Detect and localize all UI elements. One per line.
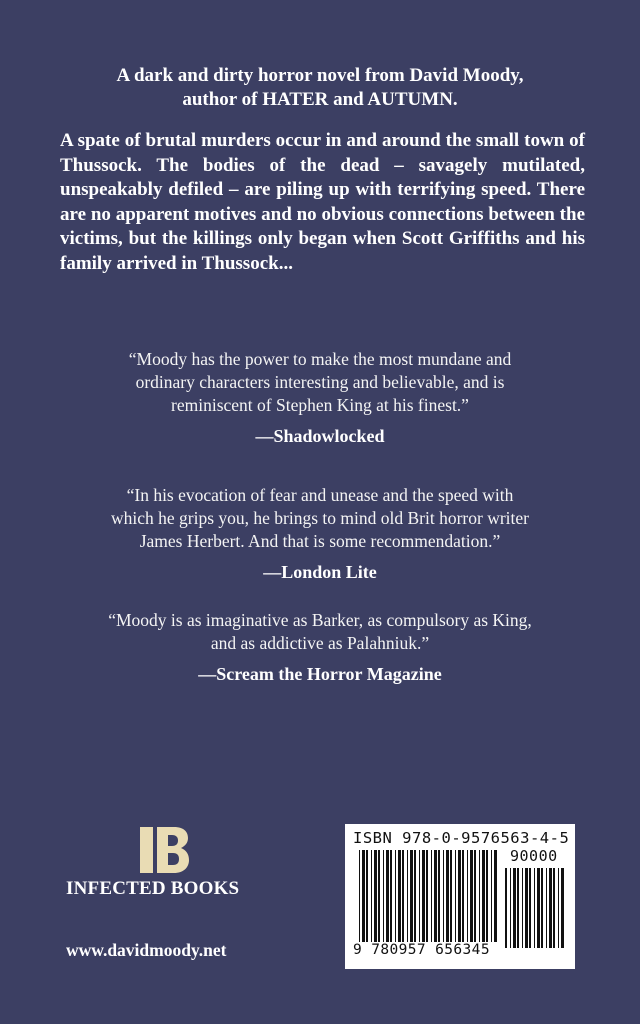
barcode-bar	[395, 850, 396, 948]
quote-text	[40, 609, 600, 655]
barcode-bar	[462, 850, 464, 948]
quote-line: which he grips you, he brings to mind old Brit horror writer	[111, 508, 529, 528]
barcode-bar	[383, 850, 384, 948]
synopsis: A spate of brutal murders occur in and around the small town of Thussock. The bodies of the dead – savagely mutilated, unspeakably defiled – are piling up with terrifying speed. There are no apparent motives and no obvious connections between the victims, but the killings only began when Scott Griffiths and his family arrived in Thussock...	[60, 130, 585, 274]
quote-source: —London Lite	[263, 562, 377, 582]
barcode-bar	[378, 850, 380, 948]
barcode-bar	[414, 850, 416, 948]
quote-text	[40, 348, 600, 417]
tagline-line: A dark and dirty horror novel from David Moody,	[116, 65, 524, 86]
ean-number: 9 780957 656345	[353, 942, 503, 958]
tagline-line: author of HATER and AUTUMN.	[182, 89, 458, 110]
review-quote	[40, 484, 600, 584]
barcode-bar	[434, 850, 437, 948]
addon-bars	[505, 868, 567, 948]
barcode-bar	[446, 850, 449, 948]
quote-line: James Herbert. And that is some recommendation.”	[139, 531, 501, 551]
barcode-bar	[517, 868, 519, 948]
quote-source: —Shadowlocked	[255, 426, 385, 446]
barcode-bar	[482, 850, 485, 948]
ean13-bars	[359, 850, 499, 948]
barcode-bar	[362, 850, 365, 948]
barcode-bar	[525, 868, 528, 948]
isbn-label: ISBN 978-0-9576563-4-5	[353, 829, 570, 847]
price-code: 90000	[510, 847, 558, 865]
barcode-bar	[553, 868, 555, 948]
barcode-bar	[486, 850, 488, 948]
barcode-bar	[479, 850, 480, 948]
barcode-bar	[491, 850, 492, 948]
publisher-name: INFECTED BOOKS	[66, 878, 240, 899]
barcode-bar	[558, 868, 559, 948]
barcode-bar	[374, 850, 377, 948]
barcode-bar	[546, 868, 547, 948]
barcode-bar	[505, 868, 507, 948]
barcode-bar	[390, 850, 392, 948]
barcode-bar	[455, 850, 456, 948]
quote-line: “Moody is as imaginative as Barker, as compulsory as King,	[108, 610, 532, 630]
barcode-bar	[474, 850, 476, 948]
barcode-bar	[470, 850, 473, 948]
quote-text	[40, 484, 600, 553]
barcode-bar	[443, 850, 444, 948]
barcode-bar	[438, 850, 440, 948]
tagline	[40, 64, 600, 112]
barcode-bar	[458, 850, 461, 948]
barcode-bar	[494, 850, 497, 948]
barcode-bar	[467, 850, 468, 948]
barcode-bar	[522, 868, 523, 948]
isbn-barcode	[345, 824, 575, 969]
barcode-bar	[561, 868, 564, 948]
barcode-bar	[410, 850, 413, 948]
barcode-bar	[510, 868, 511, 948]
barcode-bar	[549, 868, 552, 948]
barcode-bar	[402, 850, 404, 948]
barcode-bar	[529, 868, 531, 948]
barcode-bar	[513, 868, 516, 948]
barcode-bar	[450, 850, 452, 948]
quote-source: —Scream the Horror Magazine	[198, 664, 442, 684]
barcode-bar	[431, 850, 432, 948]
barcode-bar	[534, 868, 535, 948]
quote-line: “In his evocation of fear and unease and the speed with	[126, 485, 514, 505]
website-url: www.davidmoody.net	[66, 940, 227, 960]
barcode-bar	[541, 868, 543, 948]
barcode-bar	[386, 850, 389, 948]
quote-line: ordinary characters interesting and believable, and is	[135, 372, 505, 392]
barcode-bar	[407, 850, 408, 948]
barcode-bar	[537, 868, 540, 948]
publisher-logo	[138, 825, 190, 875]
barcode-bar	[366, 850, 368, 948]
barcode-bar	[398, 850, 401, 948]
barcode-bar	[426, 850, 428, 948]
quote-line: and as addictive as Palahniuk.”	[210, 633, 430, 653]
barcode-bar	[419, 850, 420, 948]
review-quote	[40, 348, 600, 448]
quote-line: “Moody has the power to make the most mundane and	[128, 349, 512, 369]
barcode-bar	[422, 850, 425, 948]
barcode-bar	[371, 850, 372, 948]
quote-line: reminiscent of Stephen King at his finest.”	[171, 395, 469, 415]
review-quote	[40, 609, 600, 686]
barcode-bar	[359, 850, 360, 948]
